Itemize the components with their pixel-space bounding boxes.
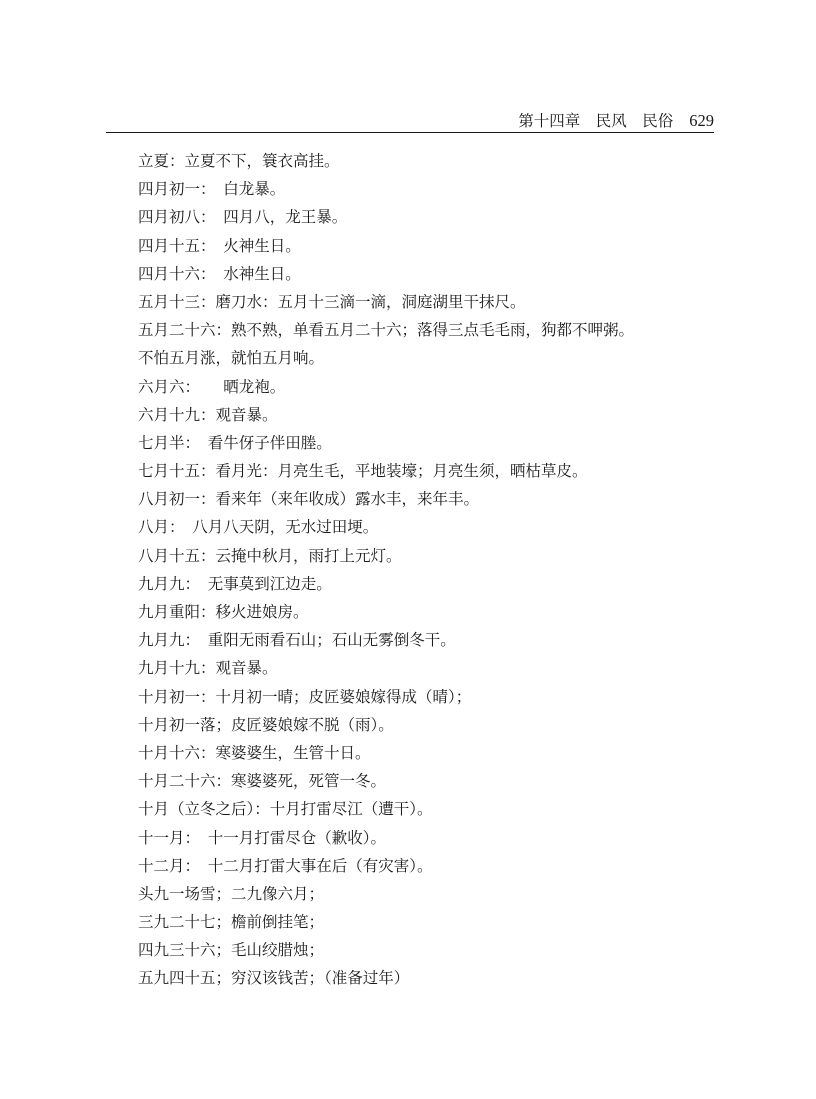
running-header xyxy=(106,111,714,131)
text-line: 九月重阳：移火进娘房。 xyxy=(138,603,309,621)
text-line: 六月六： 晒龙袍。 xyxy=(138,377,286,396)
text-line: 十月二十六：寒婆婆死，死管一冬。 xyxy=(138,772,387,791)
text-line: 五月二十六：熟不熟，单看五月二十六；落得三点毛毛雨，狗都不呷粥。 xyxy=(138,321,635,340)
proverb-list xyxy=(138,147,718,993)
text-line: 四月十五： 火神生日。 xyxy=(138,236,301,255)
text-line: 九月十九：观音暴。 xyxy=(138,659,278,678)
text-line: 十一月： 十一月打雷尽仓（歉收）。 xyxy=(138,828,387,847)
text-line: 四月十六： 水神生日。 xyxy=(138,264,301,283)
text-line: 十二月： 十二月打雷大事在后（有灾害）。 xyxy=(138,856,433,875)
page-number: 629 xyxy=(689,111,714,130)
header-rule xyxy=(106,132,714,133)
text-line: 六月十九：观音暴。 xyxy=(138,405,278,424)
text-line: 九月九： 无事莫到江边走。 xyxy=(138,574,332,593)
text-line: 十月（立冬之后）：十月打雷尽江（遭干）。 xyxy=(138,800,433,819)
text-line: 立夏：立夏不下，簑衣高挂。 xyxy=(138,152,340,170)
text-line: 头九一场雪；二九像六月； xyxy=(138,884,325,903)
text-line: 三九二十七；檐前倒挂笔； xyxy=(138,913,325,932)
text-line: 四月初一： 白龙暴。 xyxy=(138,180,286,199)
text-line: 八月十五：云掩中秋月，雨打上元灯。 xyxy=(138,546,402,565)
text-line: 十月初一落；皮匠婆娘嫁不脱（雨）。 xyxy=(138,715,394,734)
text-line: 不怕五月涨，就怕五月响。 xyxy=(138,349,325,368)
text-line: 九月九： 重阳无雨看石山；石山无雾倒冬干。 xyxy=(138,631,456,650)
text-line: 七月十五：看月光：月亮生毛，平地装壕；月亮生须，晒枯草皮。 xyxy=(138,462,588,481)
text-line: 五月十三：磨刀水：五月十三滴一滴，洞庭湖里干抹尺。 xyxy=(138,292,526,311)
text-line: 五九四十五；穷汉该钱苦；（准备过年） xyxy=(138,969,410,988)
text-line: 十月十六：寒婆婆生，生管十日。 xyxy=(138,743,371,762)
text-line: 八月初一：看来年（来年收成）露水丰，来年丰。 xyxy=(138,490,480,509)
text-line: 八月： 八月八天阴，无水过田埂。 xyxy=(138,518,379,537)
text-line: 七月半： 看牛伢子伴田塍。 xyxy=(138,433,332,452)
text-line: 四九三十六；毛山绞腊烛； xyxy=(138,941,325,960)
chapter-title: 第十四章 民风 民俗 xyxy=(518,112,674,130)
text-line: 十月初一：十月初一晴；皮匠婆娘嫁得成（晴）； xyxy=(138,687,472,706)
text-line: 四月初八： 四月八，龙王暴。 xyxy=(138,208,348,227)
